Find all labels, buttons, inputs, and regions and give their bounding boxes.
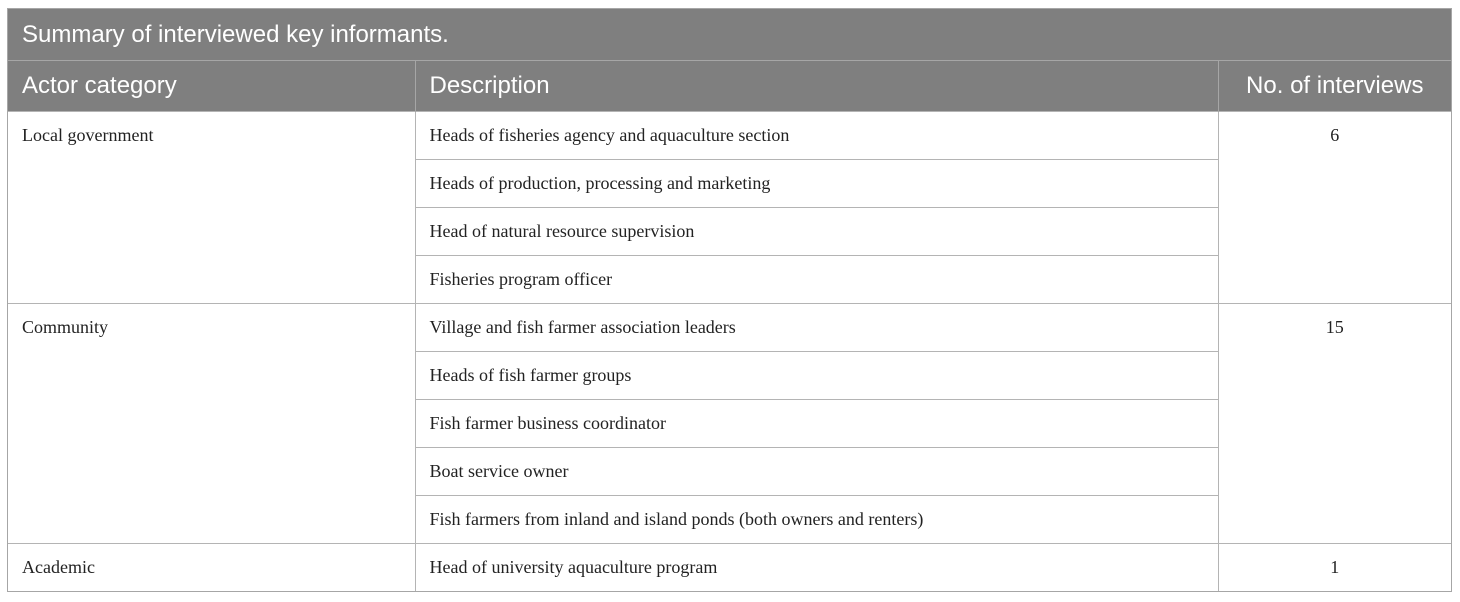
interview-count-cell: 6 <box>1218 111 1451 303</box>
description-cell: Heads of fish farmer groups <box>415 351 1218 399</box>
table-row <box>8 303 1451 351</box>
description-cell: Fisheries program officer <box>415 255 1218 303</box>
table-grid <box>8 61 1451 591</box>
description-cell: Heads of production, processing and marketing <box>415 159 1218 207</box>
table-row <box>8 111 1451 159</box>
actor-category-cell: Community <box>8 303 415 543</box>
description-cell: Village and fish farmer association leaders <box>415 303 1218 351</box>
interview-count-cell: 1 <box>1218 543 1451 591</box>
informants-table <box>7 8 1452 592</box>
interview-count-cell: 15 <box>1218 303 1451 543</box>
column-header-no-of-interviews: No. of interviews <box>1218 61 1451 111</box>
table-row <box>8 543 1451 591</box>
header-row <box>8 61 1451 111</box>
description-cell: Fish farmer business coordinator <box>415 399 1218 447</box>
actor-category-cell: Local government <box>8 111 415 303</box>
description-cell: Head of university aquaculture program <box>415 543 1218 591</box>
description-cell: Heads of fisheries agency and aquaculture section <box>415 111 1218 159</box>
column-header-description: Description <box>415 61 1218 111</box>
description-cell: Head of natural resource supervision <box>415 207 1218 255</box>
table-caption: Summary of interviewed key informants. <box>8 9 1451 61</box>
actor-category-cell: Academic <box>8 543 415 591</box>
description-cell: Boat service owner <box>415 447 1218 495</box>
description-cell: Fish farmers from inland and island ponds (both owners and renters) <box>415 495 1218 543</box>
column-header-actor-category: Actor category <box>8 61 415 111</box>
